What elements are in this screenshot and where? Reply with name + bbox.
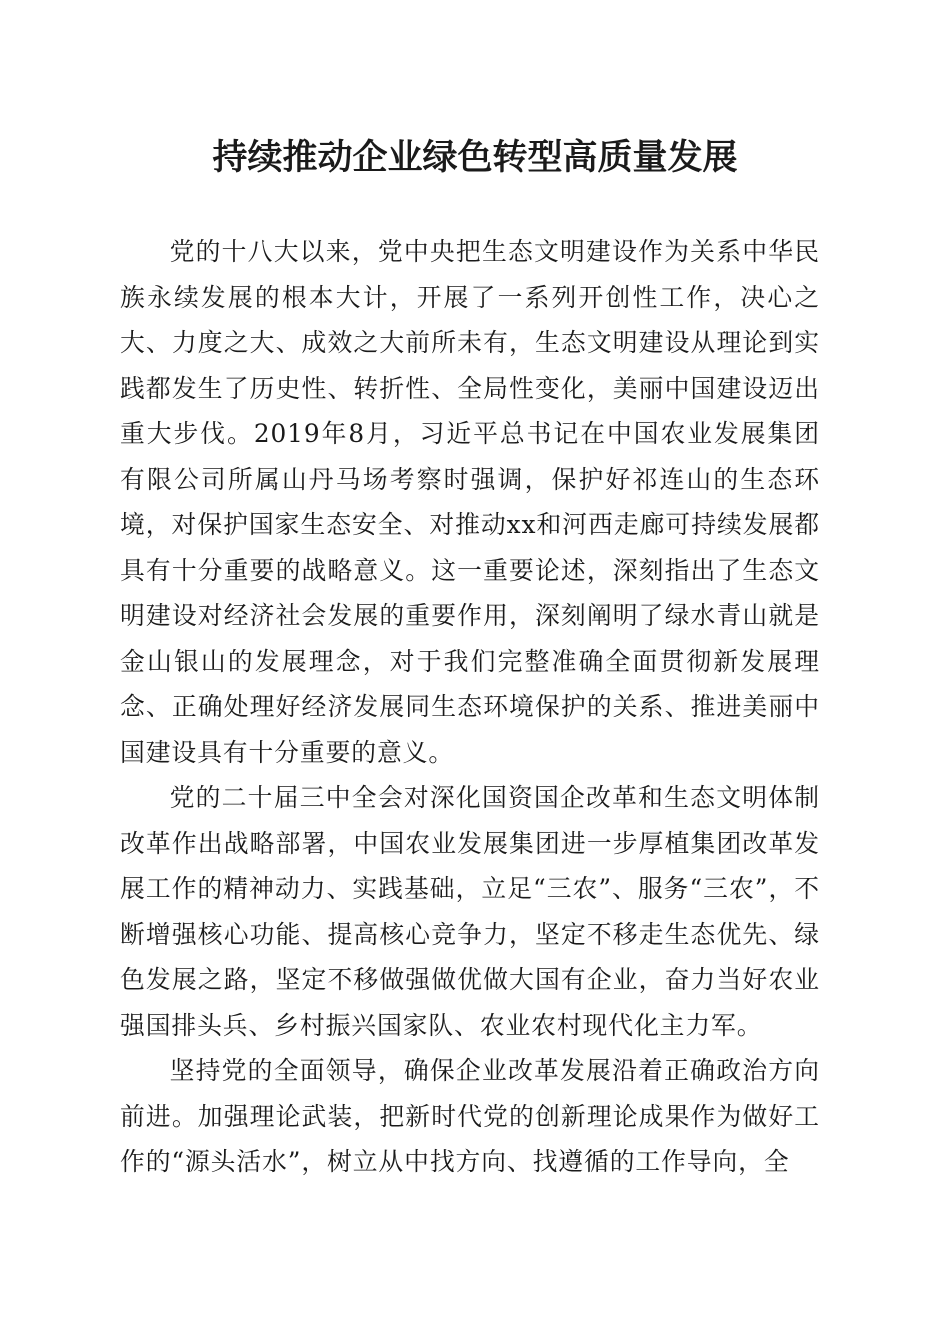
document-title: 持续推动企业绿色转型高质量发展 xyxy=(212,137,738,178)
document-body xyxy=(120,229,820,1185)
paragraph-3: 坚持党的全面领导，确保企业改革发展沿着正确政治方向前进。加强理论武装，把新时代党的创新理论成果作为做好工作的“源头活水”，树立从中找方向、找遵循的工作导向，全 xyxy=(120,1056,820,1176)
paragraph-1: 党的十八大以来，党中央把生态文明建设作为关系中华民族永续发展的根本大计，开展了一系列开创性工作，决心之大、力度之大、成效之大前所未有，生态文明建设从理论到实践都发生了历史性、转折性、全局性变化，美丽中国建设迈出重大步伐。2019年8月，习近平总书记在中国农业发展集团有限公司所属山丹马场考察时强调，保护好祁连山的生态环境，对保护国家生态安全、对推动xx和河西走廊可持续发展都具有十分重要的战略意义。这一重要论述，深刻指出了生态文明建设对经济社会发展的重要作用，深刻阐明了绿水青山就是金山银山的发展理念，对于我们完整准确全面贯彻新发展理念、正确处理好经济发展同生态环境保护的关系、推进美丽中国建设具有十分重要的意义。 xyxy=(120,237,820,767)
paragraph-2: 党的二十届三中全会对深化国资国企改革和生态文明体制改革作出战略部署，中国农业发展集团进一步厚植集团改革发展工作的精神动力、实践基础，立足“三农”、服务“三农”，不断增强核心功能、提高核心竞争力，坚定不移走生态优先、绿色发展之路，坚定不移做强做优做大国有企业，奋力当好农业强国排头兵、乡村振兴国家队、农业农村现代化主力军。 xyxy=(120,783,820,1040)
